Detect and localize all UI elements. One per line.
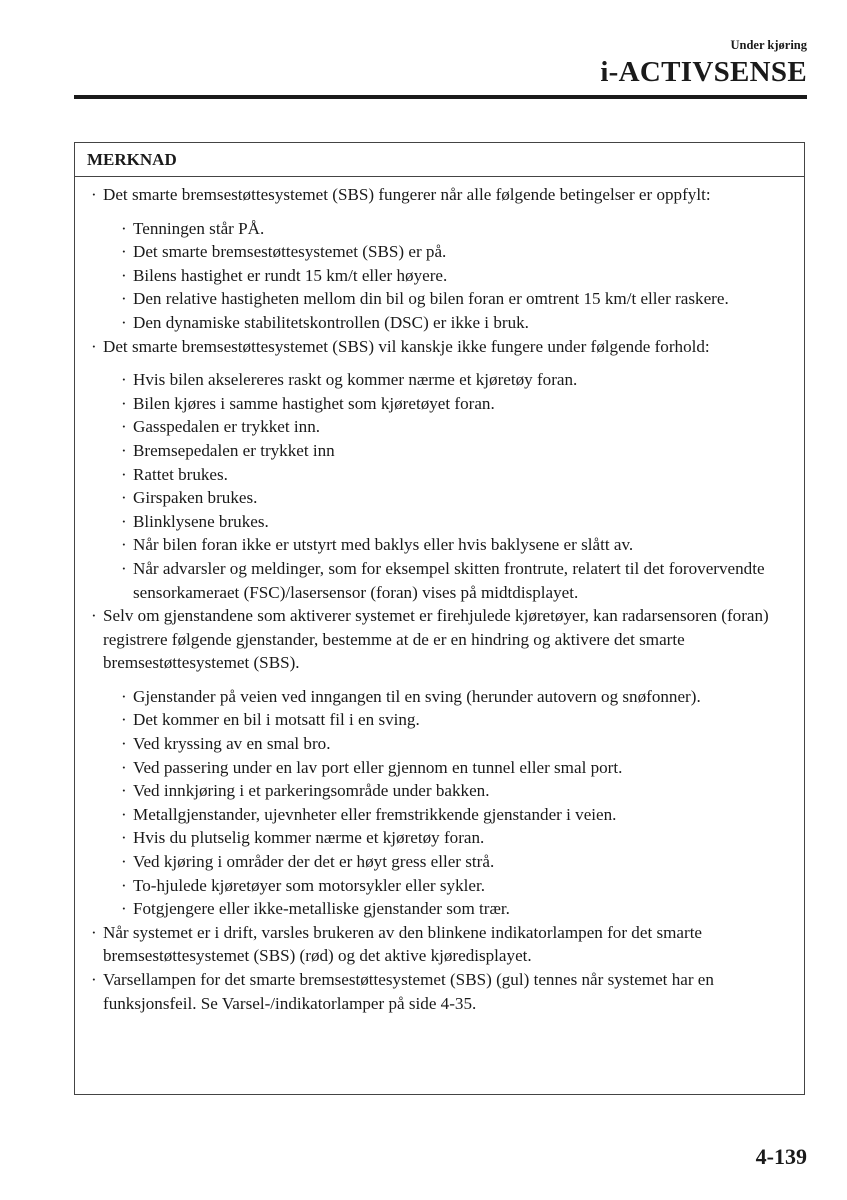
sub-list (103, 217, 796, 335)
bullet-icon: · (121, 417, 127, 437)
sub-item-text: Ved kryssing av en smal bro. (133, 734, 331, 754)
note-item (91, 335, 796, 605)
sub-item-text: Hvis bilen akselereres raskt og kommer nærme et kjøretøy foran. (133, 370, 578, 390)
bullet-icon: · (121, 265, 127, 285)
sub-item-text: Hvis du plutselig kommer nærme et kjøretøy foran. (133, 828, 485, 848)
bullet-icon: · (121, 511, 127, 531)
sub-item-text: Det smarte bremsestøttesystemet (SBS) er på. (133, 242, 447, 262)
bullet-icon: · (91, 185, 97, 204)
sub-item-text: Blinklysene brukes. (133, 511, 269, 531)
bullet-icon: · (121, 686, 127, 706)
sub-item (103, 557, 796, 604)
bullet-icon: · (121, 558, 127, 578)
sub-item-text: Metallgjenstander, ujevnheter eller fremstrikkende gjenstander i veien. (133, 804, 617, 824)
sub-item-text: Ved innkjøring i et parkeringsområde under bakken. (133, 781, 490, 801)
bullet-icon: · (121, 242, 127, 262)
sub-item (103, 217, 796, 241)
sub-item-text: Rattet brukes. (133, 464, 228, 484)
bullet-icon: · (121, 488, 127, 508)
note-box (74, 142, 805, 1095)
bullet-icon: · (121, 218, 127, 238)
note-item-text: Det smarte bremsestøttesystemet (SBS) vil kanskje ikke fungere under følgende forhold: (103, 336, 710, 356)
sub-item (103, 732, 796, 756)
note-item-text: Når systemet er i drift, varsles brukeren av den blinkene indikatorlampen for det smarte bremsestøttesystemet (SBS) (rød) og det aktive kjøredisplayet. (103, 922, 703, 966)
sub-item-text: Når advarsler og meldinger, som for eksempel skitten frontrute, relatert til det forovervendte sensorkameraet (FSC)/lasersensor (foran) vises på midtdisplayet. (133, 558, 765, 602)
sub-item-text: Den relative hastigheten mellom din bil og bilen foran er omtrent 15 km/t eller raskere. (133, 289, 729, 309)
note-item-text: Det smarte bremsestøttesystemet (SBS) fungerer når alle følgende betingelser er oppfylt: (103, 185, 711, 204)
bullet-icon: · (121, 757, 127, 777)
sub-item-text: Den dynamiske stabilitetskontrollen (DSC) er ikke i bruk. (133, 312, 529, 332)
bullet-icon: · (121, 535, 127, 555)
bullet-icon: · (121, 828, 127, 848)
page-number: 4-139 (755, 1144, 807, 1169)
sub-item-text: Bremsepedalen er trykket inn (133, 440, 335, 460)
sub-item-text: Tenningen står PÅ. (133, 218, 265, 238)
sub-item (103, 756, 796, 780)
note-item (91, 604, 796, 921)
bullet-icon: · (91, 606, 97, 626)
note-item-text: Varsellampen for det smarte bremsestøttesystemet (SBS) (gul) tennes når systemet har en funksjonsfeil. Se Varsel-/indikatorlamper på side 4-35. (103, 970, 714, 1013)
note-item (91, 183, 796, 335)
sub-item (103, 264, 796, 288)
sub-list (103, 685, 796, 921)
sub-item (103, 240, 796, 264)
sub-item-text: Fotgjengere eller ikke-metalliske gjenstander som trær. (133, 899, 510, 919)
bullet-icon: · (121, 899, 127, 919)
bullet-icon: · (121, 734, 127, 754)
note-item (91, 921, 796, 968)
section-header: Under kjøring (730, 38, 807, 52)
sub-item-text: Gasspedalen er trykket inn. (133, 417, 321, 437)
note-heading: MERKNAD (75, 143, 804, 177)
sub-item (103, 311, 796, 335)
bullet-icon: · (121, 289, 127, 309)
sub-item-text: Gjenstander på veien ved inngangen til en sving (herunder autovern og snøfonner). (133, 686, 701, 706)
sub-item-text: Bilens hastighet er rundt 15 km/t eller høyere. (133, 265, 448, 285)
sub-item (103, 392, 796, 416)
sub-item (103, 897, 796, 921)
sub-item (103, 803, 796, 827)
sub-item (103, 874, 796, 898)
sub-item (103, 439, 796, 463)
header-rule (74, 95, 807, 99)
note-item (91, 968, 796, 1015)
sub-item-text: Ved passering under en lav port eller gjennom en tunnel eller smal port. (133, 757, 623, 777)
bullet-icon: · (121, 370, 127, 390)
sub-item-text: To-hjulede kjøretøyer som motorsykler eller sykler. (133, 875, 485, 895)
sub-item (103, 415, 796, 439)
bullet-icon: · (121, 440, 127, 460)
bullet-icon: · (121, 312, 127, 332)
sub-item (103, 826, 796, 850)
sub-item (103, 779, 796, 803)
sub-item-text: Det kommer en bil i motsatt fil i en sving. (133, 710, 420, 730)
sub-item (103, 368, 796, 392)
sub-item (103, 287, 796, 311)
bullet-icon: · (121, 875, 127, 895)
sub-item (103, 463, 796, 487)
sub-item-text: Girspaken brukes. (133, 488, 258, 508)
sub-item (103, 850, 796, 874)
page-title: i-ACTIVSENSE (600, 56, 807, 88)
bullet-icon: · (121, 393, 127, 413)
bullet-icon: · (91, 336, 97, 356)
sub-item (103, 486, 796, 510)
bullet-icon: · (121, 804, 127, 824)
sub-item-text: Når bilen foran ikke er utstyrt med baklys eller hvis baklysene er slått av. (133, 535, 634, 555)
sub-item-text: Ved kjøring i områder der det er høyt gress eller strå. (133, 852, 495, 872)
bullet-icon: · (121, 852, 127, 872)
bullet-icon: · (121, 781, 127, 801)
note-body (75, 177, 804, 1015)
bullet-icon: · (121, 710, 127, 730)
note-item-text: Selv om gjenstandene som aktiverer systemet er firehjulede kjøretøyer, kan radarsensoren (foran) registrere følgende gjenstander, bestemme at de er en hindring og aktivere det smarte bremsestøttesystemet (SBS). (103, 606, 769, 673)
sub-item (103, 533, 796, 557)
sub-item-text: Bilen kjøres i samme hastighet som kjøretøyet foran. (133, 393, 495, 413)
sub-item (103, 510, 796, 534)
bullet-icon: · (91, 970, 97, 989)
bullet-icon: · (91, 922, 97, 942)
bullet-icon: · (121, 464, 127, 484)
sub-list (103, 368, 796, 604)
sub-item (103, 685, 796, 709)
sub-item (103, 708, 796, 732)
